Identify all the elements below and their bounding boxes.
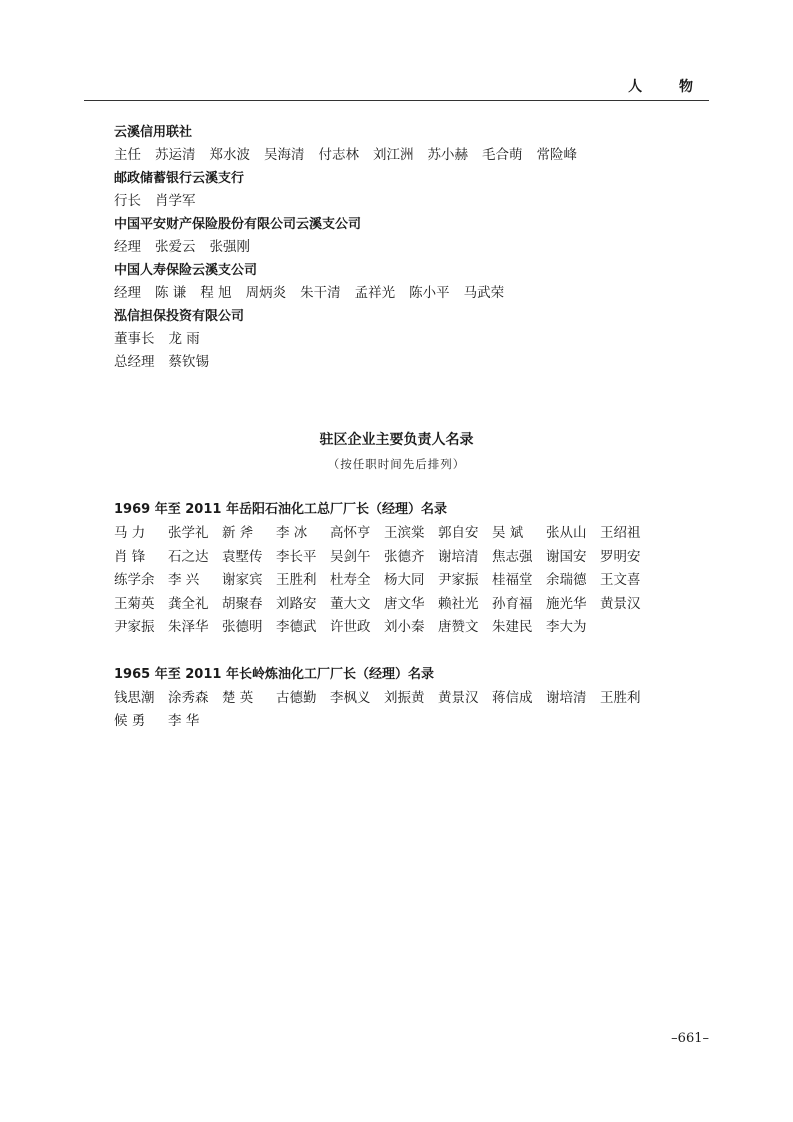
person-name: 新 斧	[222, 525, 254, 541]
person-name: 楚 英	[222, 689, 254, 706]
person-name: 蒋信成	[492, 689, 533, 706]
person-name: 郑水波	[209, 147, 250, 163]
person-name: 孟祥光	[354, 285, 396, 301]
person-name: 龚全礼	[168, 595, 209, 612]
person-name: 石之达	[168, 548, 209, 565]
role-label: 总经理	[114, 354, 155, 370]
person-name: 朱干清	[300, 285, 341, 301]
person-name: 常险峰	[536, 147, 577, 163]
section-subtitle: （按任职时间先后排列）	[327, 457, 466, 471]
person-name: 钱思潮	[114, 689, 155, 706]
person-name: 孙育福	[492, 595, 533, 612]
person-name: 黄景汉	[438, 689, 479, 706]
person-name: 程 旭	[200, 285, 232, 301]
person-name: 王菊英	[114, 595, 155, 612]
person-name: 赖社光	[438, 595, 479, 612]
person-name: 张从山	[546, 525, 587, 541]
person-name: 陈 谦	[155, 285, 187, 301]
person-name: 古德勤	[276, 689, 317, 706]
person-name: 李 兴	[168, 572, 200, 588]
role-label: 董事长	[114, 331, 155, 347]
person-name: 李枫义	[330, 689, 371, 706]
name-grid	[114, 687, 709, 734]
person-name: 李 华	[168, 713, 200, 729]
person-name: 刘江洲	[373, 147, 414, 163]
person-name: 张德齐	[384, 548, 425, 565]
person-name: 苏运清	[155, 147, 196, 163]
person-name: 张德明	[222, 619, 263, 635]
name-row	[114, 546, 709, 570]
person-name: 马武荣	[463, 285, 505, 301]
person-name: 谢家宾	[222, 572, 263, 588]
person-name: 张爱云	[155, 239, 196, 255]
person-name: 李 冰	[276, 525, 308, 541]
list-heading: 1969 年至 2011 年岳阳石油化工总厂厂长（经理）名录	[114, 502, 447, 517]
person-name: 付志林	[318, 147, 359, 163]
person-name: 马 力	[114, 525, 146, 541]
name-row	[114, 616, 709, 640]
person-name: 刘小秦	[384, 619, 425, 635]
person-name: 蔡钦锡	[168, 354, 209, 370]
person-name: 李德武	[276, 619, 317, 635]
person-name: 董大文	[330, 595, 371, 612]
page-number: –661–	[671, 1031, 709, 1046]
person-name: 王胜利	[276, 572, 317, 588]
name-grid	[114, 522, 709, 640]
role-label: 主任	[114, 147, 141, 163]
header-rule	[84, 100, 709, 101]
person-name: 刘振黄	[384, 689, 425, 706]
org-name: 泓信担保投资有限公司	[114, 309, 245, 324]
org-name: 中国平安财产保险股份有限公司云溪支公司	[114, 217, 362, 232]
person-name: 谢国安	[546, 548, 587, 565]
person-name: 龙 雨	[168, 331, 200, 347]
person-name: 施光华	[546, 595, 587, 612]
role-label: 行长	[114, 193, 141, 209]
person-name: 胡聚春	[222, 595, 263, 612]
org-staff-line	[114, 328, 709, 351]
person-name: 刘路安	[276, 595, 317, 612]
name-row	[114, 569, 709, 593]
person-name: 李大为	[546, 619, 587, 635]
org-staff-line	[114, 236, 709, 259]
person-name: 毛合萌	[482, 147, 523, 163]
name-row	[114, 593, 709, 617]
person-name: 焦志强	[492, 548, 533, 565]
leader-lists-block	[114, 498, 709, 734]
person-name: 陈小平	[409, 285, 450, 301]
person-name: 吴剑午	[330, 548, 371, 565]
person-name: 候 勇	[114, 713, 146, 729]
person-name: 肖 锋	[114, 548, 146, 565]
person-name: 唐赞文	[438, 619, 479, 635]
person-name: 王文喜	[600, 572, 641, 588]
person-name: 吴海清	[264, 147, 305, 163]
person-name: 谢培清	[438, 548, 479, 565]
running-header-title: 人 物	[628, 79, 709, 95]
person-name: 涂秀森	[168, 689, 209, 706]
role-label: 经理	[114, 239, 141, 255]
person-name: 练学余	[114, 572, 155, 588]
person-name: 张强刚	[209, 239, 250, 255]
org-staff-line	[114, 190, 709, 213]
section-title: 驻区企业主要负责人名录	[319, 432, 474, 448]
person-name: 尹家振	[438, 572, 479, 588]
org-name: 云溪信用联社	[114, 125, 193, 140]
person-name: 谢培清	[546, 689, 587, 706]
person-name: 周炳炎	[245, 285, 287, 301]
org-name: 邮政储蓄银行云溪支行	[114, 171, 245, 186]
person-name: 高怀亨	[330, 525, 371, 541]
person-name: 杜寿全	[330, 572, 371, 588]
person-name: 王胜利	[600, 689, 641, 706]
person-name: 肖学军	[155, 193, 196, 209]
person-name: 黄景汉	[600, 595, 641, 612]
org-name: 中国人寿保险云溪支公司	[114, 263, 258, 278]
leader-list	[114, 498, 709, 640]
name-row	[114, 687, 709, 711]
org-staff-line	[114, 282, 709, 305]
person-name: 桂福堂	[492, 572, 533, 588]
person-name: 苏小赫	[427, 147, 468, 163]
name-row	[114, 522, 709, 546]
person-name: 罗明安	[600, 548, 641, 565]
person-name: 袁墅传	[222, 548, 263, 565]
finance-orgs-block	[114, 121, 709, 374]
person-name: 尹家振	[114, 619, 155, 635]
person-name: 郭自安	[438, 525, 479, 541]
person-name: 朱建民	[492, 619, 533, 635]
person-name: 许世政	[330, 619, 371, 635]
org-staff-line	[114, 144, 709, 167]
person-name: 吴 斌	[492, 525, 524, 541]
person-name: 李长平	[276, 548, 317, 565]
person-name: 王滨棠	[384, 525, 425, 541]
leader-list	[114, 663, 709, 734]
person-name: 朱泽华	[168, 619, 209, 635]
list-heading: 1965 年至 2011 年长岭炼油化工厂厂长（经理）名录	[114, 666, 434, 682]
role-label: 经理	[114, 285, 141, 301]
person-name: 余瑞德	[546, 572, 587, 588]
org-staff-line	[114, 351, 709, 374]
person-name: 唐文华	[384, 595, 425, 612]
person-name: 杨大同	[384, 572, 425, 588]
name-row	[114, 710, 709, 734]
person-name: 张学礼	[168, 525, 209, 541]
person-name: 王绍祖	[600, 525, 641, 541]
